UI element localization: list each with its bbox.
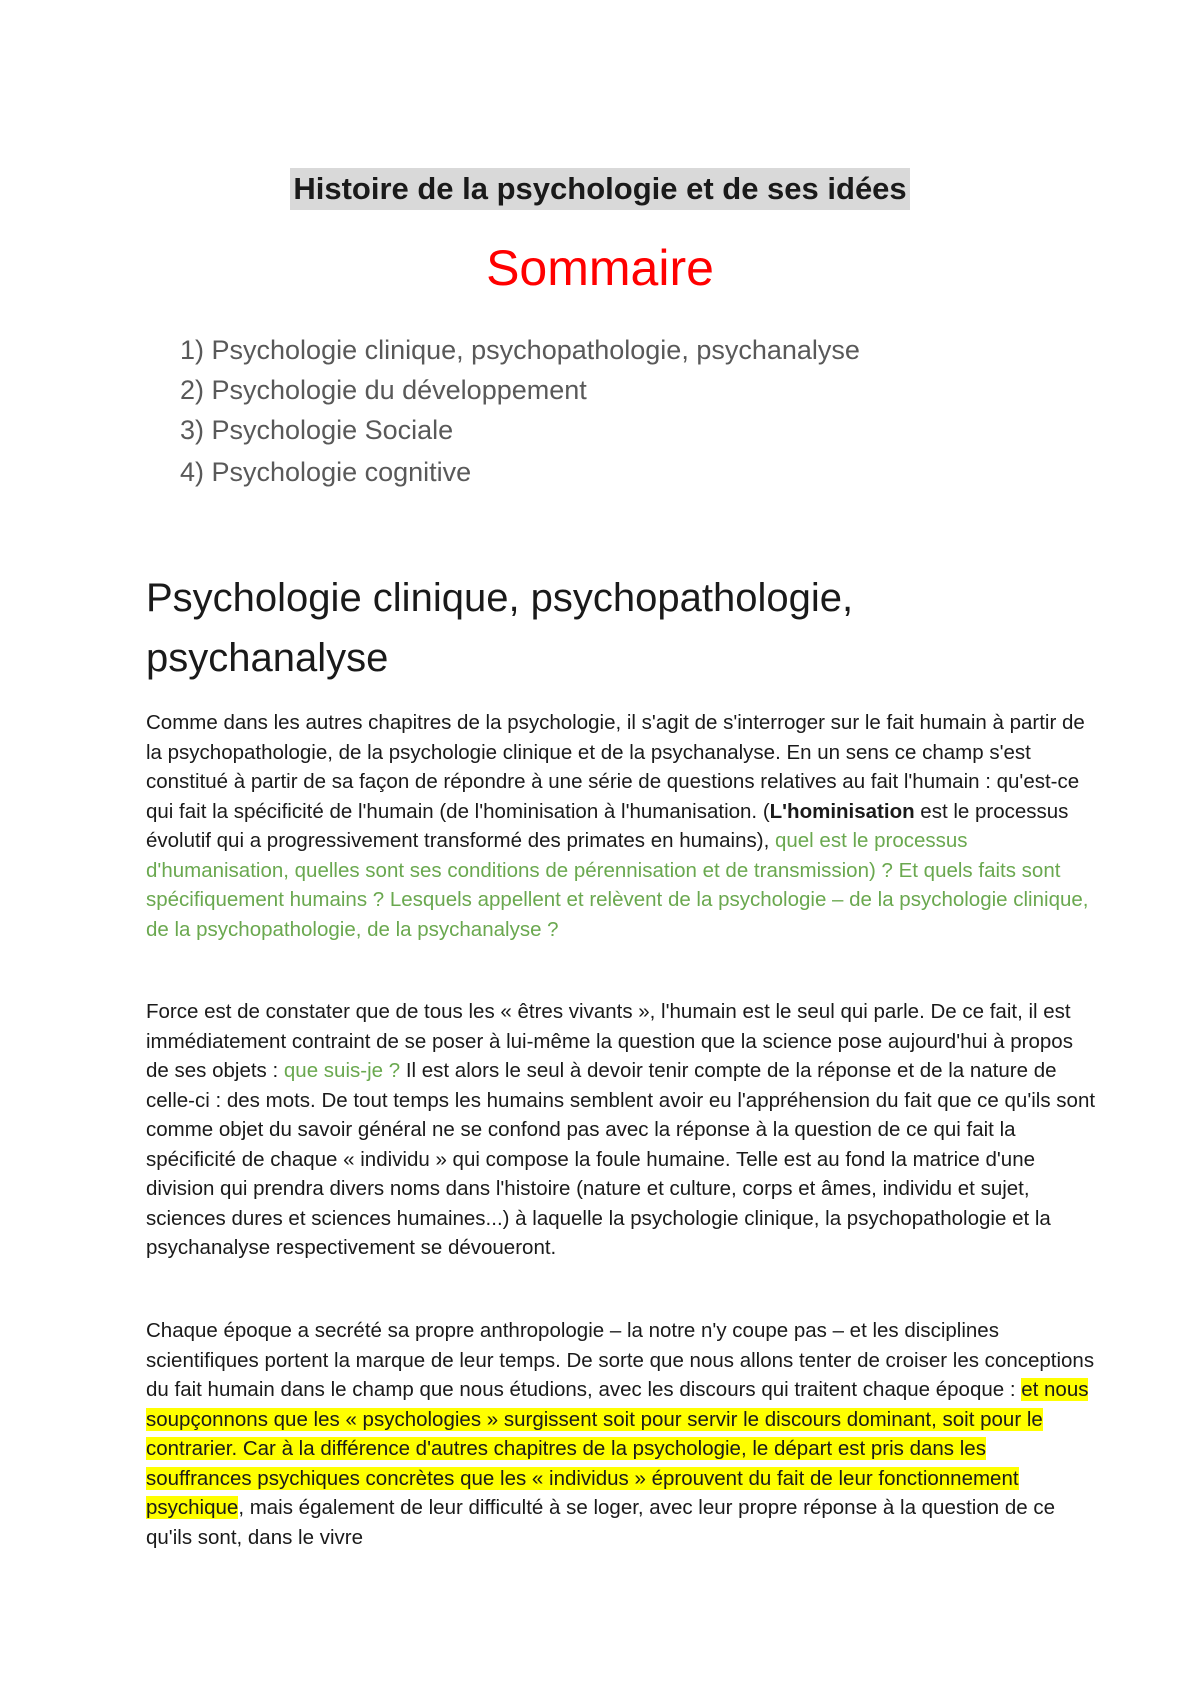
paragraph-2-text-b: Il est alors le seul à devoir tenir compte de la réponse et de la nature de celle-ci : des mots. De tout temps les humains semblent avoir eu l'appréhension du fait que ce qu'ils sont comme objet du savoir général ne se confond pas avec la réponse à la question de ce qui fait la spécificité de chaque « individu » qui compose la foule humaine. Telle est au fond la matrice d'une division qui prendra divers noms dans l'histoire (nature et culture, corps et âmes, individu et sujet, sciences dures et sciences humaines...) à laquelle la psychologie clinique, la psychopathologie et la psychanalyse respectivement se dévoueront. xyxy=(146,1059,1096,1259)
document-title: Histoire de la psychologie et de ses idées xyxy=(290,168,909,210)
summary-heading: Sommaire xyxy=(486,240,714,296)
paragraph-3-text-a: Chaque époque a secrété sa propre anthropologie – la notre n'y coupe pas – et les disciplines scientifiques portent la marque de leur temps. De sorte que nous allons tenter de croiser les conceptions du fait humain dans le champ que nous étudions, avec les discours qui traitent chaque époque : xyxy=(146,1319,1095,1401)
paragraph-1-text-a: Comme dans les autres chapitres de la psychologie, il s'agit de s'interroger sur le fait humain à partir de la psychopathologie, de la psychologie clinique et de la psychanalyse. En un sens ce champ s'est constitué à partir de sa façon de répondre à une série de questions relatives au fait l'humain : qu'est-ce qui fait la spécificité de l'humain (de l'hominisation à l'humanisation. ( xyxy=(146,711,1085,823)
table-of-contents xyxy=(180,330,860,492)
paragraph-3-highlighted-text: et nous soupçonnons que les « psychologies » surgissent soit pour servir le discours dominant, soit pour le contrarier. Car à la différence d'autres chapitres de la psychologie, le départ est pris dans les souffrances psychiques concrètes que les « individus » éprouvent du fait de leur fonctionnement psychique xyxy=(146,1378,1089,1519)
paragraph-3-text-b: , mais également de leur difficulté à se loger, avec leur propre réponse à la question de ce qu'ils sont, dans le vivre xyxy=(146,1496,1056,1549)
toc-item: 2) Psychologie du développement xyxy=(180,375,587,405)
section-heading: Psychologie clinique, psychopathologie, psychanalyse xyxy=(146,576,854,680)
toc-item: 3) Psychologie Sociale xyxy=(180,415,454,445)
toc-item: 4) Psychologie cognitive xyxy=(180,457,472,487)
paragraph-3 xyxy=(146,1316,1096,1552)
paragraph-1-text-b: est le processus évolutif qui a progressivement transformé des primates en humains), xyxy=(146,799,1069,852)
paragraph-1 xyxy=(146,708,1096,944)
paragraph-2 xyxy=(146,997,1096,1263)
paragraph-2-green-text: que suis-je ? xyxy=(283,1059,401,1082)
paragraph-2-text-a: Force est de constater que de tous les « êtres vivants », l'humain est le seul qui parle. De ce fait, il est immédiatement contraint de se poser à lui-même la question que la science pose aujourd'hui à propos de ses objets : xyxy=(146,1000,1073,1082)
paragraph-1-bold-term: L'hominisation xyxy=(769,799,915,823)
paragraph-1-green-text: quel est le processus d'humanisation, quelles sont ses conditions de pérennisation et de transmission) ? Et quels faits sont spécifiquement humains ? Lesquels appellent et relèvent de la psychologie – de la psychologie clinique, de la psychopathologie, de la psychanalyse ? xyxy=(146,829,1089,941)
toc-item: 1) Psychologie clinique, psychopathologie, psychanalyse xyxy=(180,335,860,365)
document-title-container xyxy=(0,168,1200,210)
